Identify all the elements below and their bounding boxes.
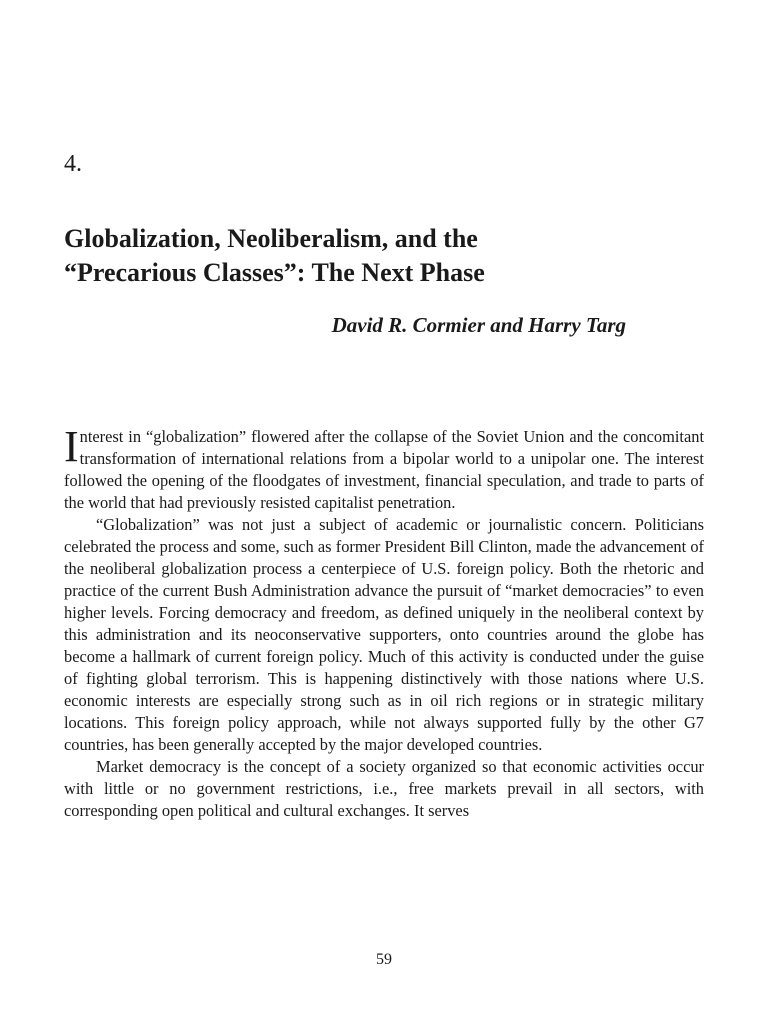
chapter-title [64,222,704,290]
chapter-authors: David R. Cormier and Harry Targ [331,313,626,337]
chapter-title-line-1: Globalization, Neoliberalism, and the [64,224,478,253]
paragraph-1 [64,422,704,514]
paragraph-3: Market democracy is the concept of a society organized so that economic activities occur with little or no government restrictions, i.e., free markets prevail in all sectors, with corresponding open political and cultural exchanges. It serves [64,757,704,820]
paragraph-2: “Globalization” was not just a subject of academic or journalistic concern. Politicians celebrated the process and some, such as former President Bill Clinton, made the advancement of the neoliberal globalization process a centerpiece of U.S. foreign policy. Both the rhetoric and practice of the current Bush Administration advance the pursuit of “market democracies” to even higher levels. Forcing democracy and freedom, as defined uniquely in the neoliberal context by this administration and its neoconservative supporters, onto countries around the globe has become a hallmark of current foreign policy. Much of this activity is conducted under the guise of fighting global terrorism. This is happening distinctively with those nations where U.S. economic interests are especially strong such as in oil rich regions or in strategic military locations. This foreign policy approach, while not always supported fully by the other G7 countries, has been generally accepted by the major developed countries. [64,515,704,754]
paragraph-1-text: nterest in “globalization” flowered after the collapse of the Soviet Union and the concomitant transformation of international relations from a bipolar world to a unipolar one. The interest followed the opening of the floodgates of investment, financial speculation, and trade to parts of the world that had previously resisted capitalist penetration. [64,427,704,512]
chapter-title-line-2: “Precarious Classes”: The Next Phase [64,258,485,287]
chapter-number: 4. [64,151,82,177]
page-number: 59 [376,951,392,968]
body-text [64,422,704,822]
drop-cap: I [64,422,79,471]
